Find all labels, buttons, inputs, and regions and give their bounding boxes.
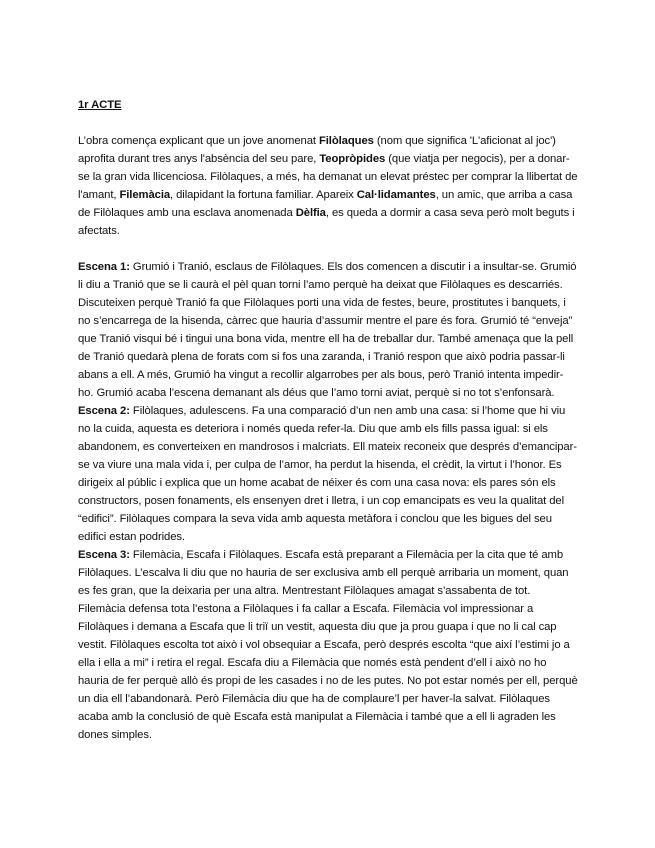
intro-text-5: , un amic, que arriba a casa de Filòlaques amb una esclava anomenada — [78, 189, 573, 219]
scene-2-label: Escena 2: — [78, 405, 130, 417]
intro-text-2: (nom que significa 'L'aficionat al joc') aprofita durant tres anys l'absència del seu pare, — [78, 135, 556, 165]
scene-1-label: Escena 1: — [78, 261, 130, 273]
scene-1-paragraph — [78, 258, 578, 402]
scene-3-paragraph — [78, 546, 578, 744]
intro-paragraph — [78, 132, 578, 240]
character-teopropides: Teopròpides — [319, 153, 386, 165]
character-delfia: Dèlfia — [295, 207, 326, 219]
intro-text-4: , dilapidant la fortuna familiar. Apareix — [170, 189, 357, 201]
character-callidamantes: Cal·lidamantes — [356, 189, 436, 201]
intro-text-3: (que viatja per negocis), per a donar-se la gran vida llicenciosa. Filòlaques, a més, ha demanat un elevat préstec per comprar la llibertat de l'amant, — [78, 153, 578, 201]
scene-3-text: Filemàcia, Escafa i Filòlaques. Escafa està preparant a Filemàcia per la cita que té amb Filòlaques. L’escalva li diu que no hauria de ser exclusiva amb ell perquè arribaria un moment, quan es fes gran, que la deixaria per una altra. Mentrestant Filòlaques amagat s’assabenta de tot. Filemàcia defensa tota l’estona a Filòlaques i fa callar a Escafa. Filemàcia vol impressionar a Filolàques i demana a Escafa que li triï un vestit, aquesta diu que ja prou guapa i que no li cal cap vestit. Filòlaques escolta tot això i vol obsequiar a Escafa, però després escolta “que així l’estimi jo a ella i ella a mi” i retira el regal. Escafa diu a Filemàcia que només està pendent d’ell i això no ho hauria de fer perquè allò és propi de les casades i no de les putes. No pot estar només per ell, perquè un dia ell l’abandonarà. Però Filemàcia diu que ha de complaure’l per haver-la salvat. Filòlaques acaba amb la conclusió de què Escafa està manipulat a Filemàcia i també que a ell li agraden les dones simples. — [78, 549, 578, 741]
scene-1-text: Grumió i Tranió, esclaus de Filòlaques. Els dos comencen a discutir i a insultar-se. Grumió li diu a Tranió que se li caurà el pèl quan torni l’amo perquè ha deixat que Filòlaques es descarriés. Discuteixen perquè Tranió fa que Filòlaques porti una vida de festes, beure, prostitutes i banquets, i no s’encarrega de la hisenda, càrrec que hauria d’assumir mentre el pare és fora. Grumió té “enveja” que Tranió visqui bé i tingui una bona vida, mentre ell ha de treballar dur. També amenaça que la pell de Tranió quedarà plena de forats com si fos una zaranda, i Tranió respon que això podria passar-li abans a ell. A més, Grumió ha vingut a recollir algarrobes per als bous, però Tranió intenta impedir-ho. Grumió acaba l’escena demanant als déus que l’amo torni aviat, perquè si no tot s’enfonsarà. — [78, 261, 577, 399]
scene-2-text: Filòlaques, adulescens. Fa una comparació d’un nen amb una casa: si l’home que hi viu no la cuida, aquesta es deteriora i només queda refer-la. Diu que amb els fills passa igual: si els abandonem, es converteixen en mandrosos i malcriats. Ell mateix reconeix que després d’emancipar-se va viure una mala vida i, per culpa de l’amor, ha perdut la hisenda, el crèdit, la virtut i l’honor. Es dirigeix al públic i explica que un home acabat de néixer és com una casa nova: els pares són els constructors, posen fonaments, els ensenyen dret i lletra, i un cop emancipats es veu la qualitat del “edifici”. Filòlaques compara la seva vida amb aquesta metàfora i conclou que les bigues del seu edifici estan podrides. — [78, 405, 577, 543]
act-heading: 1r ACTE — [78, 99, 122, 111]
document-body — [78, 96, 578, 744]
scene-3-label: Escena 3: — [78, 549, 130, 561]
intro-text-1: L’obra comença explicant que un jove anomenat — [78, 135, 319, 147]
intro-text-6: , es queda a dormir a casa seva però molt beguts i afectats. — [78, 207, 575, 237]
character-filemacia: Filemàcia — [119, 189, 171, 201]
scene-2-paragraph — [78, 402, 578, 546]
character-filolaques: Filòlaques — [318, 135, 374, 147]
